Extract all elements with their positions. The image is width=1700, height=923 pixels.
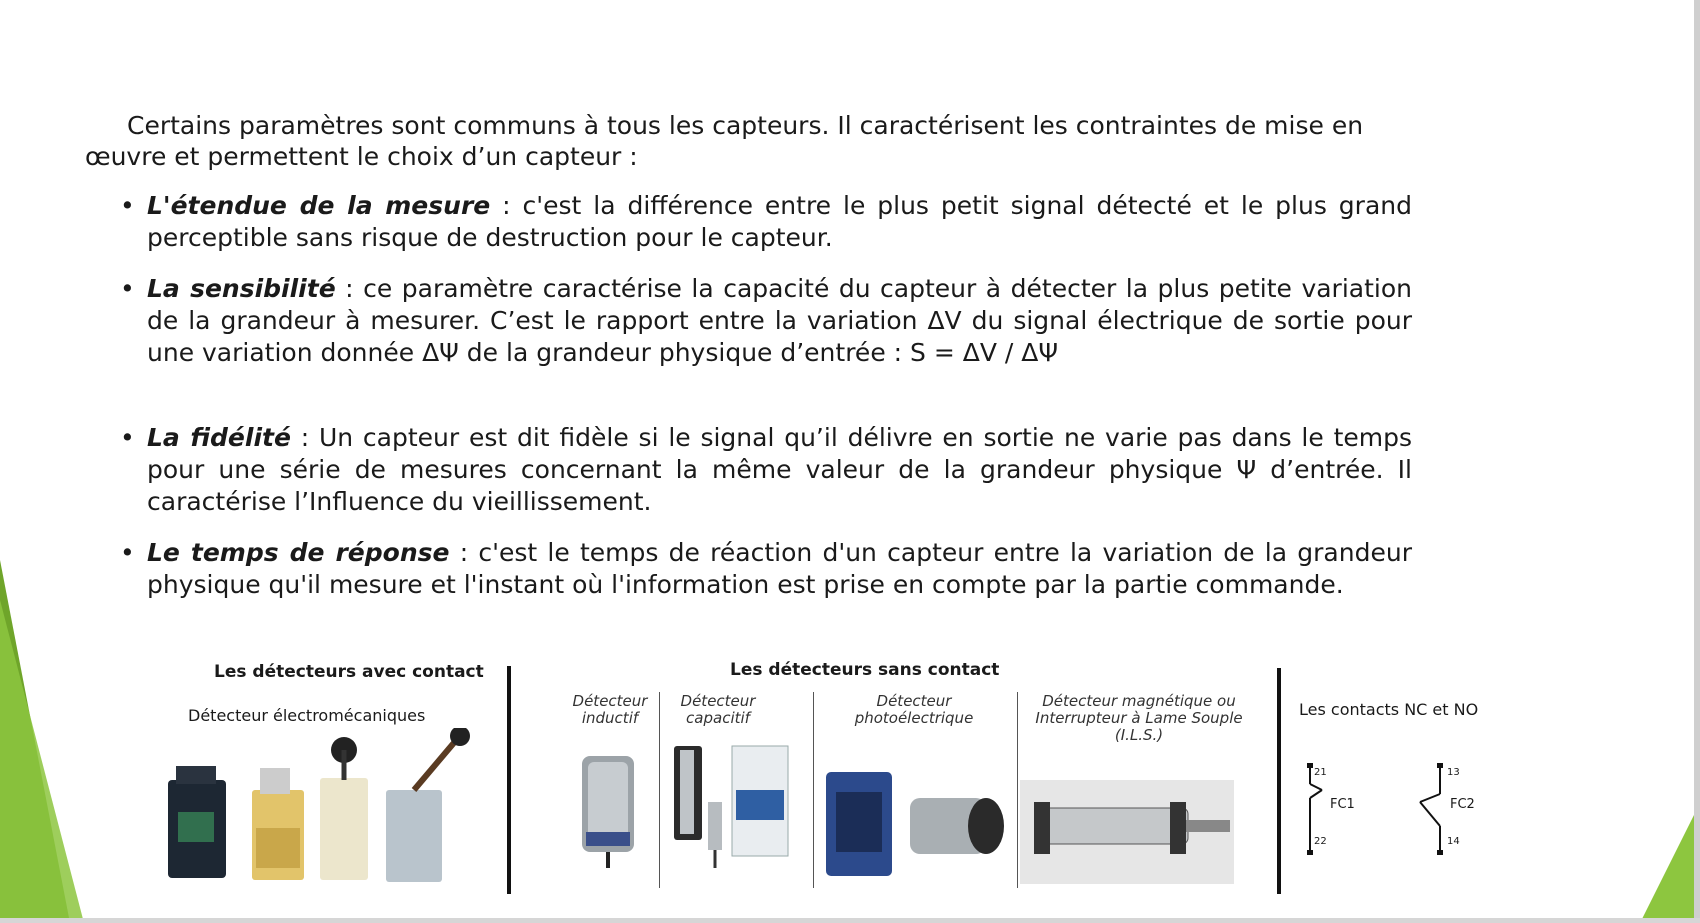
magnetic-label-line-1: Détecteur magnétique ou	[1042, 692, 1236, 710]
bullet-dot: •	[120, 423, 135, 452]
slide-bottom-border	[0, 918, 1700, 923]
bullet-dot: •	[120, 191, 135, 220]
terminal-22: 22	[1314, 836, 1327, 847]
divider	[813, 692, 814, 888]
terminal-21: 21	[1314, 767, 1327, 778]
inductif-label: Détecteur inductif	[572, 692, 648, 727]
divider	[1017, 692, 1018, 888]
separator-line	[1277, 668, 1281, 894]
separator-line	[507, 666, 511, 894]
left-light-triangle	[0, 600, 84, 923]
bullet-sensibilite: • La sensibilité : ce paramètre caractérise la capacité du capteur à détecter la plus petite variation de la grandeur à mesurer. C’est le rapport entre la variation ΔV du signal électrique de sortie pour une variation donnée ΔΨ de la grandeur physique d’entrée : S = ΔV / ΔΨ	[120, 274, 1412, 367]
bullet-temps-reponse: • Le temps de réponse : c'est le temps de réaction d'un capteur entre la variation de la grandeur physique qu'il mesure et l'instant où l'information est prise en compte par la partie commande.	[120, 538, 1412, 599]
contact-title: Les détecteurs avec contact	[214, 662, 484, 682]
slide-right-border	[1694, 0, 1700, 923]
bullet-text: c'est le temps de réaction d'un capteur entre la variation de la grandeur physique qu'il mesure et l'instant où l'information est prise en compte par la partie commande.	[147, 538, 1412, 599]
photo-label: Détecteur photoélectrique	[854, 692, 974, 727]
magnetic-label	[1024, 693, 1254, 744]
capacitive-sensor-image	[670, 742, 800, 870]
intro-line-2: œuvre et permettent le choix d’un capteur :	[85, 142, 638, 171]
contacts-title: Les contacts NC et NO	[1299, 700, 1479, 719]
terminal-13: 13	[1447, 767, 1460, 778]
bullet-fidelite: • La fidélité : Un capteur est dit fidèle si le signal qu’il délivre en sortie ne varie pas dans le temps pour une série de mesures concernant la même valeur de la grandeur physique Ψ d’entrée. Il caractérise l’Influence du vieillissement.	[120, 423, 1412, 516]
photoelectric-sensor-image	[822, 768, 1014, 886]
magnetic-label-line-3: (I.L.S.)	[1114, 726, 1164, 744]
electromechanical-detectors-image	[160, 728, 480, 886]
capacitif-label: Détecteur capacitif	[680, 692, 756, 727]
fc1-label: FC1	[1330, 797, 1355, 812]
right-triangle	[1640, 815, 1694, 923]
magnetic-label-line-2: Interrupteur à Lame Souple	[1035, 709, 1243, 727]
reed-switch-image	[1020, 780, 1234, 884]
divider	[659, 692, 660, 888]
terminal-14: 14	[1447, 836, 1460, 847]
inductive-sensor-image	[574, 748, 644, 870]
bullet-term: La sensibilité	[147, 274, 336, 303]
intro-paragraph	[85, 110, 1405, 172]
contact-subtitle: Détecteur électromécaniques	[188, 706, 426, 725]
bullet-term: L'étendue de la mesure	[147, 191, 491, 220]
bullet-etendue: • L'étendue de la mesure : c'est la différence entre le plus petit signal détecté et le plus grand perceptible sans risque de destruction pour le capteur.	[120, 191, 1412, 252]
intro-line-1: Certains paramètres sont communs à tous les capteurs. Il caractérisent les contraintes de mise en	[127, 111, 1364, 140]
bullet-dot: •	[120, 274, 135, 303]
bullet-text: Un capteur est dit fidèle si le signal qu’il délivre en sortie ne varie pas dans le temps pour une série de mesures concernant la même valeur de la grandeur physique Ψ d’entrée. Il caractérise l’Influence du vieillissement.	[147, 423, 1412, 516]
fc2-label: FC2	[1450, 797, 1475, 812]
noncontact-title: Les détecteurs sans contact	[730, 660, 1000, 680]
bullet-dot: •	[120, 538, 135, 567]
bullet-text: ce paramètre caractérise la capacité du capteur à détecter la plus petite variation de la grandeur à mesurer. C’est le rapport entre la variation ΔV du signal électrique de sortie pour une variation donnée ΔΨ de la grandeur physique d’entrée : S = ΔV / ΔΨ	[147, 274, 1412, 367]
bullet-term: La fidélité	[147, 423, 291, 452]
bullet-text: c'est la différence entre le plus petit signal détecté et le plus grand perceptible sans risque de destruction pour le capteur.	[147, 191, 1412, 252]
bullet-term: Le temps de réponse	[147, 538, 450, 567]
